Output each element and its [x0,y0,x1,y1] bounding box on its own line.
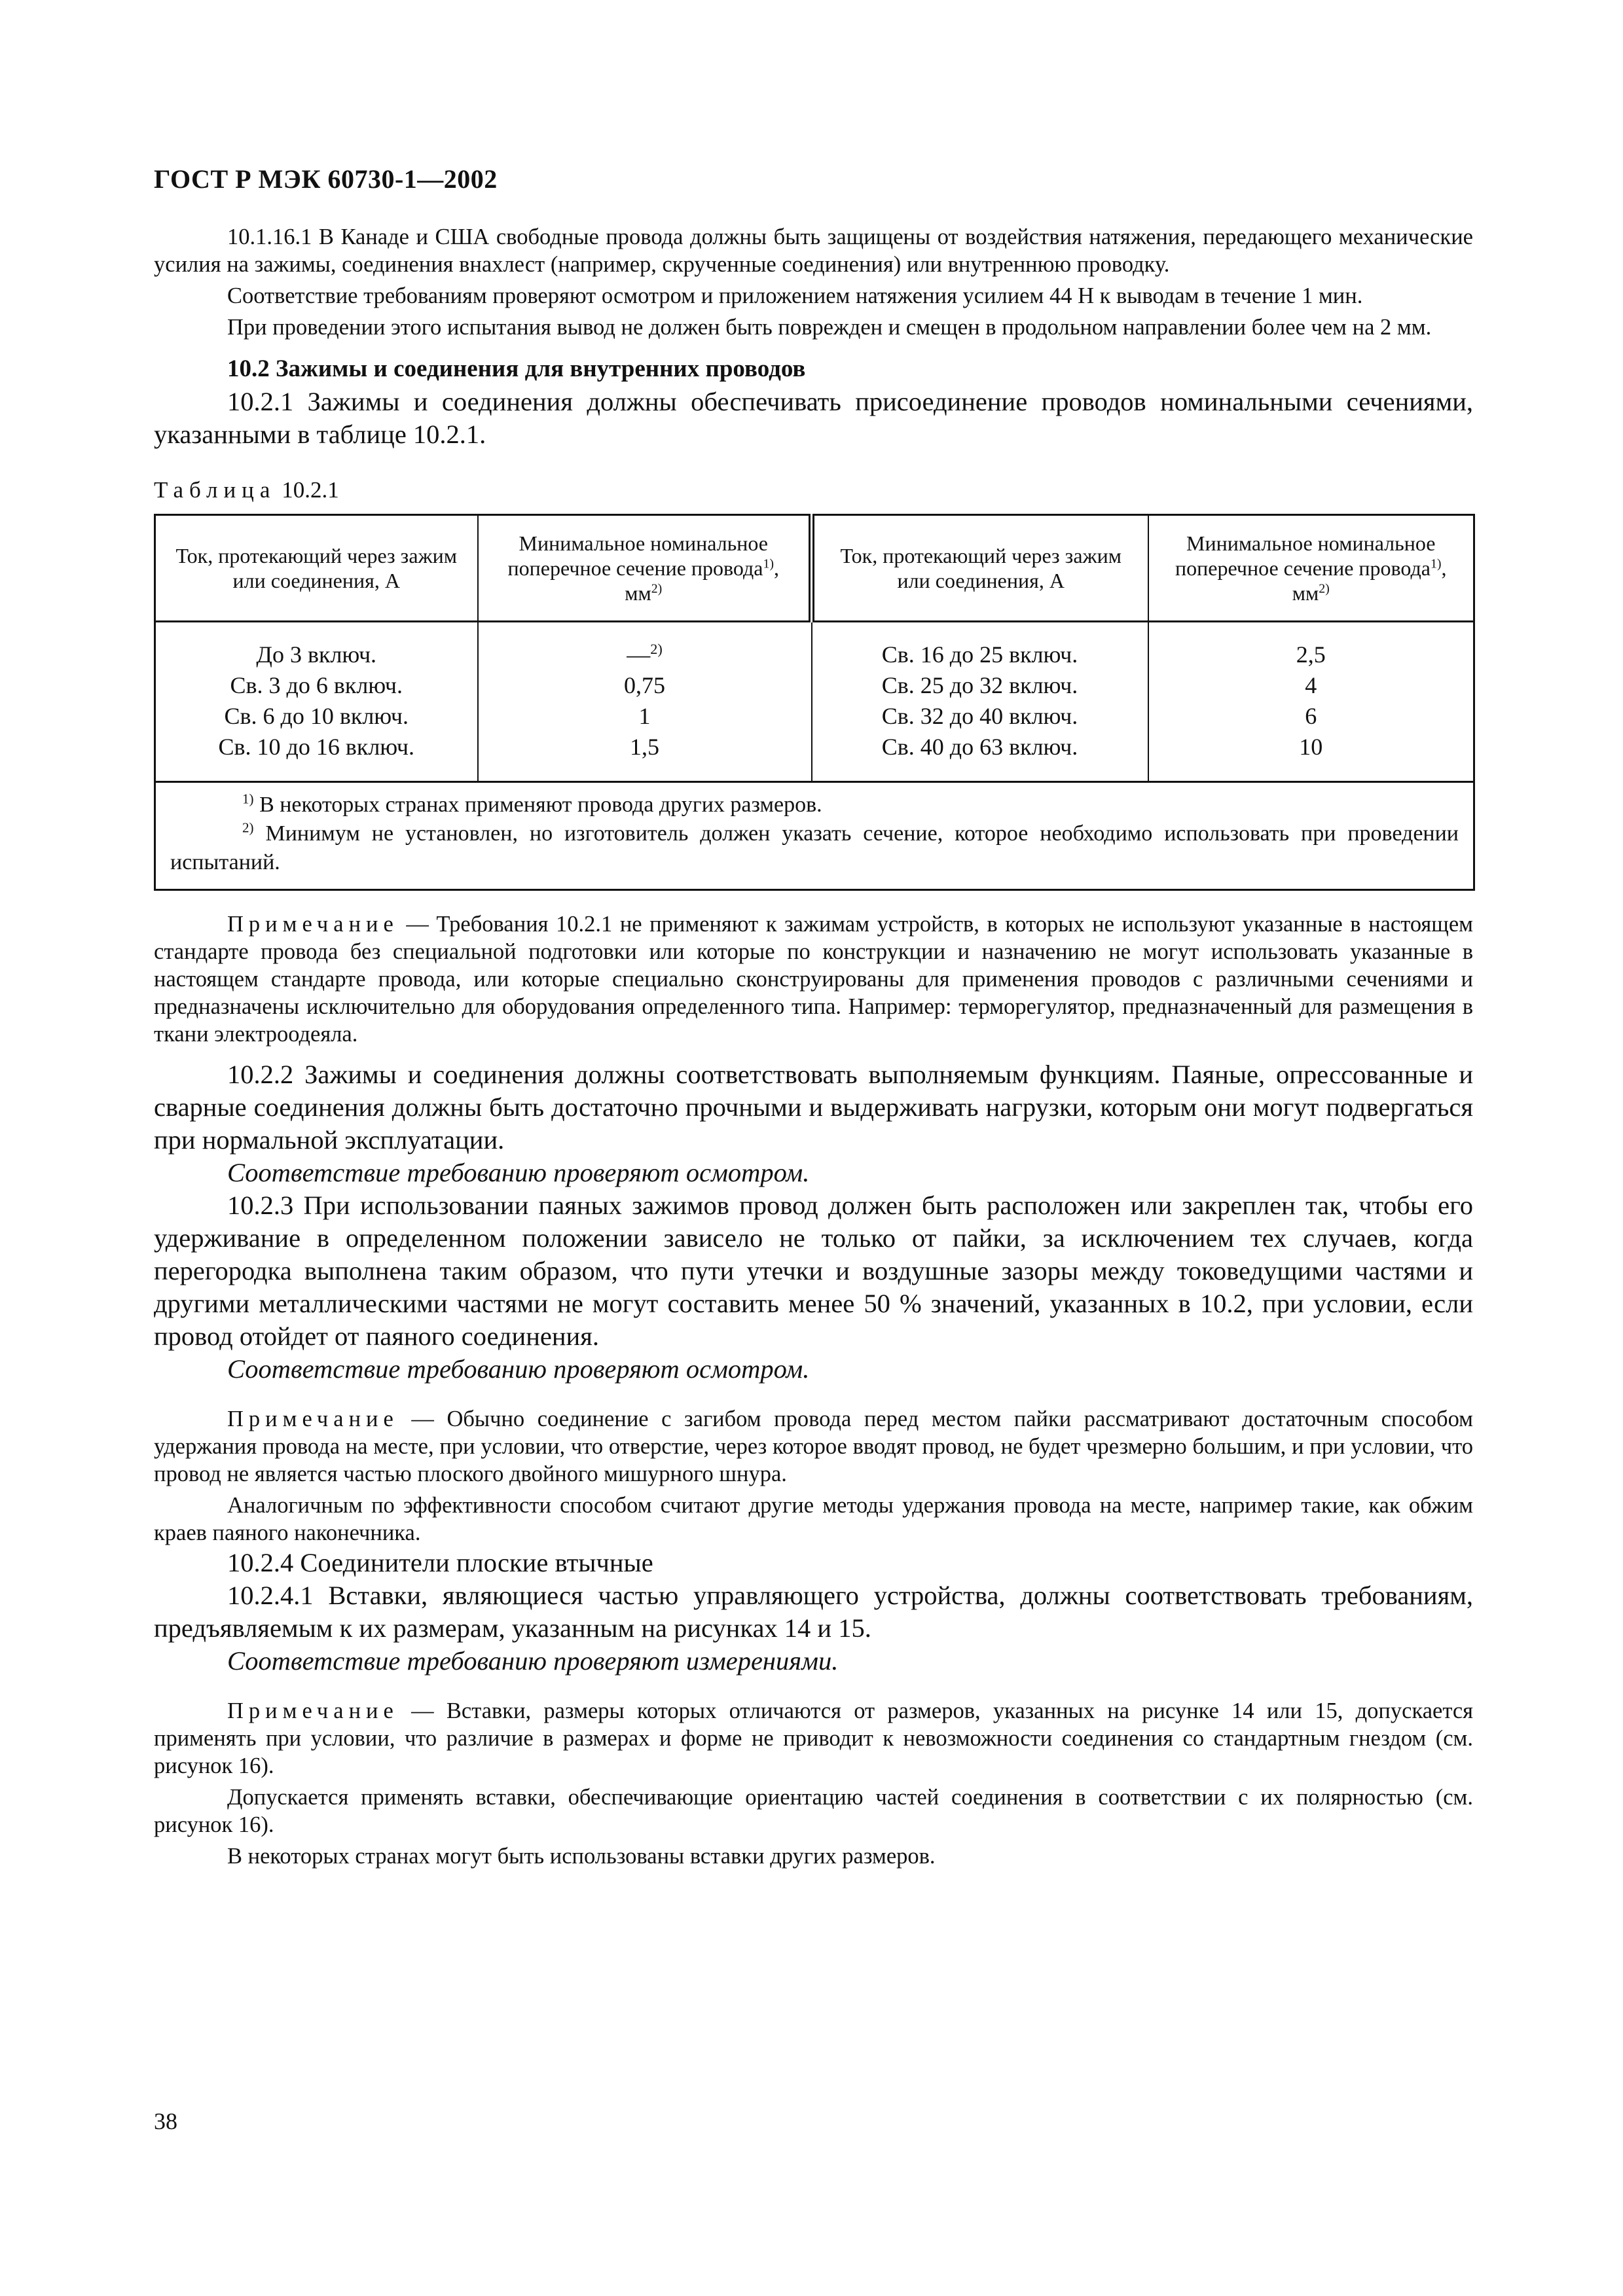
table-cell: Св. 3 до 6 включ. [230,672,403,698]
paragraph-10-2-1: 10.2.1 Зажимы и соединения должны обеспечивать присоединение проводов номинальными сечениями, указанными в таблице 10.2.1. [154,387,1473,449]
table-cell: Св. 25 до 32 включ. [881,672,1078,698]
column-section-left [478,622,812,782]
note-10-2-1: Примечание — Требования 10.2.1 не применяют к зажимам устройств, в которых не используют указанные в настоящем стандарте провода без специальной подготовки или которые по конструкции и назначению не могут использовать указанные в настоящем стандарте провода, или которые специально сконструированы для применения проводов с различными сечениями и предназначены исключительно для оборудования определенного типа. Например: терморегулятор, предназначенный для размещения в ткани электроодеяла. [154,912,1473,1047]
footnote-1: $^{1)}$ В некоторых странах применяют провода других размеров. [242,791,822,817]
header-current-right: Ток, протекающий через зажим или соединения, А [812,515,1148,622]
column-section-right [1148,622,1474,782]
note-label: Примечание [227,1698,399,1723]
table-10-2-1 [154,514,1475,891]
table-cell: 1 [638,703,651,729]
column-current-left [155,622,478,782]
section-title-10-2: 10.2 Зажимы и соединения для внутренних проводов [227,355,806,382]
page-number: 38 [154,2108,177,2134]
conformity-check-10-2-4-1: Соответствие требованию проверяют измерениями. [227,1646,839,1676]
header-section-right: Минимальное номинальное поперечное сечение провода$^{1)}$, $мм^{2)}$ [1148,515,1474,622]
table-cell: —$^{2)}$ [627,641,663,668]
table-header-row [155,515,1474,622]
table-cell: 2,5 [1296,641,1326,668]
conformity-check-10-2-3: Соответствие требованию проверяют осмотром. [227,1354,810,1384]
note-10-2-4-1-polarity: Допускается применять вставки, обеспечивающие ориентацию частей соединения в соответствии с их полярностью (см. рисунок 16). [154,1785,1473,1837]
table-cell: 10 [1299,734,1323,760]
paragraph-10-2-4-1: 10.2.4.1 Вставки, являющиеся частью управляющего устройства, должны соответствовать требованиям, предъявляемым к их размерам, указанным на рисунках 14 и 15. [154,1581,1473,1643]
table-cell: Св. 32 до 40 включ. [881,703,1078,729]
table-cell: Св. 40 до 63 включ. [881,734,1078,760]
table-values-row [155,622,1474,782]
note-10-2-4-1: Примечание — Вставки, размеры которых отличаются от размеров, указанных на рисунке 14 или 15, допускается применять при условии, что различие в размерах и форме не приводит к невозможности соединения со стандартным гнездом (см. рисунок 16). [154,1698,1474,1778]
paragraph-10-2-3: 10.2.3 При использовании паяных зажимов провод должен быть расположен или закреплен так, чтобы его удерживание в определенном положении зависело не только от пайки, за исключением тех случаев, когда перегородка выполнена таким образом, что пути утечки и воздушные зазоры между токоведущими частями и другими металлическими частями не могут составить менее 50 % значений, указанных в 10.2, при условии, если провод отойдет от паяного соединения. [154,1191,1473,1351]
note-10-2-3-continued: Аналогичным по эффективности способом считают другие методы удержания провода на месте, например такие, как обжим краев паяного наконечника. [154,1493,1473,1545]
document-page [154,164,1473,1870]
table-cell: Св. 16 до 25 включ. [881,641,1078,668]
paragraph-10-2-2: 10.2.2 Зажимы и соединения должны соответствовать выполняемым функциям. Паяные, опрессованные и сварные соединения должны быть достаточно прочными и выдерживать нагрузки, которым они могут подвергаться при нормальной эксплуатации. [154,1060,1473,1155]
table-cell: 0,75 [624,672,665,698]
header-current-left: Ток, протекающий через зажим или соединения, А [155,515,478,622]
note-label: Примечание [227,1407,399,1431]
document-header: ГОСТ Р МЭК 60730-1—2002 [154,164,498,194]
header-section-left: Минимальное номинальное поперечное сечение провода$^{1)}$, $мм^{2)}$ [478,515,812,622]
table-cell: Св. 6 до 10 включ. [224,703,409,729]
paragraph-test-condition: При проведении этого испытания вывод не должен быть поврежден и смещен в продольном направлении более чем на 2 мм. [227,315,1432,340]
paragraph-10-1-16-1: 10.1.16.1 В Канаде и США свободные провода должны быть защищены от воздействия натяжения, передающего механические усилия на зажимы, соединения внахлест (например, скрученные соединения) или внутреннюю проводку. [154,224,1473,277]
table-footnotes-row [155,782,1474,890]
paragraph-conformity-tension: Соответствие требованиям проверяют осмотром и приложением натяжения усилием 44 Н к выводам в течение 1 мин. [227,283,1363,308]
paragraph-10-2-4: 10.2.4 Соединители плоские втычные [227,1548,653,1577]
conformity-check-10-2-2: Соответствие требованию проверяют осмотром. [227,1158,810,1187]
footnote-2: $^{2)}$ Минимум не установлен, но изготовитель должен указать сечение, которое необходимо использовать при проведении испытаний. [170,819,1459,874]
note-10-2-4-1-other-sizes: В некоторых странах могут быть использованы вставки других размеров. [227,1844,936,1869]
table-caption-label: Таблица [154,477,276,503]
table-cell: 6 [1305,703,1317,729]
column-current-right [812,622,1148,782]
table-cell: Св. 10 до 16 включ. [218,734,414,760]
table-caption [154,477,1473,503]
table-footnotes [155,782,1474,890]
table-cell: 1,5 [630,734,659,760]
note-label: Примечание [227,912,399,937]
table-cell: 4 [1305,672,1317,698]
table-cell: До 3 включ. [256,641,377,668]
table-caption-number: 10.2.1 [282,477,339,503]
note-10-2-3: Примечание — Обычно соединение с загибом провода перед местом пайки рассматривают достаточным способом удержания провода на месте, при условии, что отверстие, через которое вводят провод, не будет чрезмерно большим, и при условии, что провод не является частью плоского двойного мишурного шнура. [154,1407,1473,1486]
